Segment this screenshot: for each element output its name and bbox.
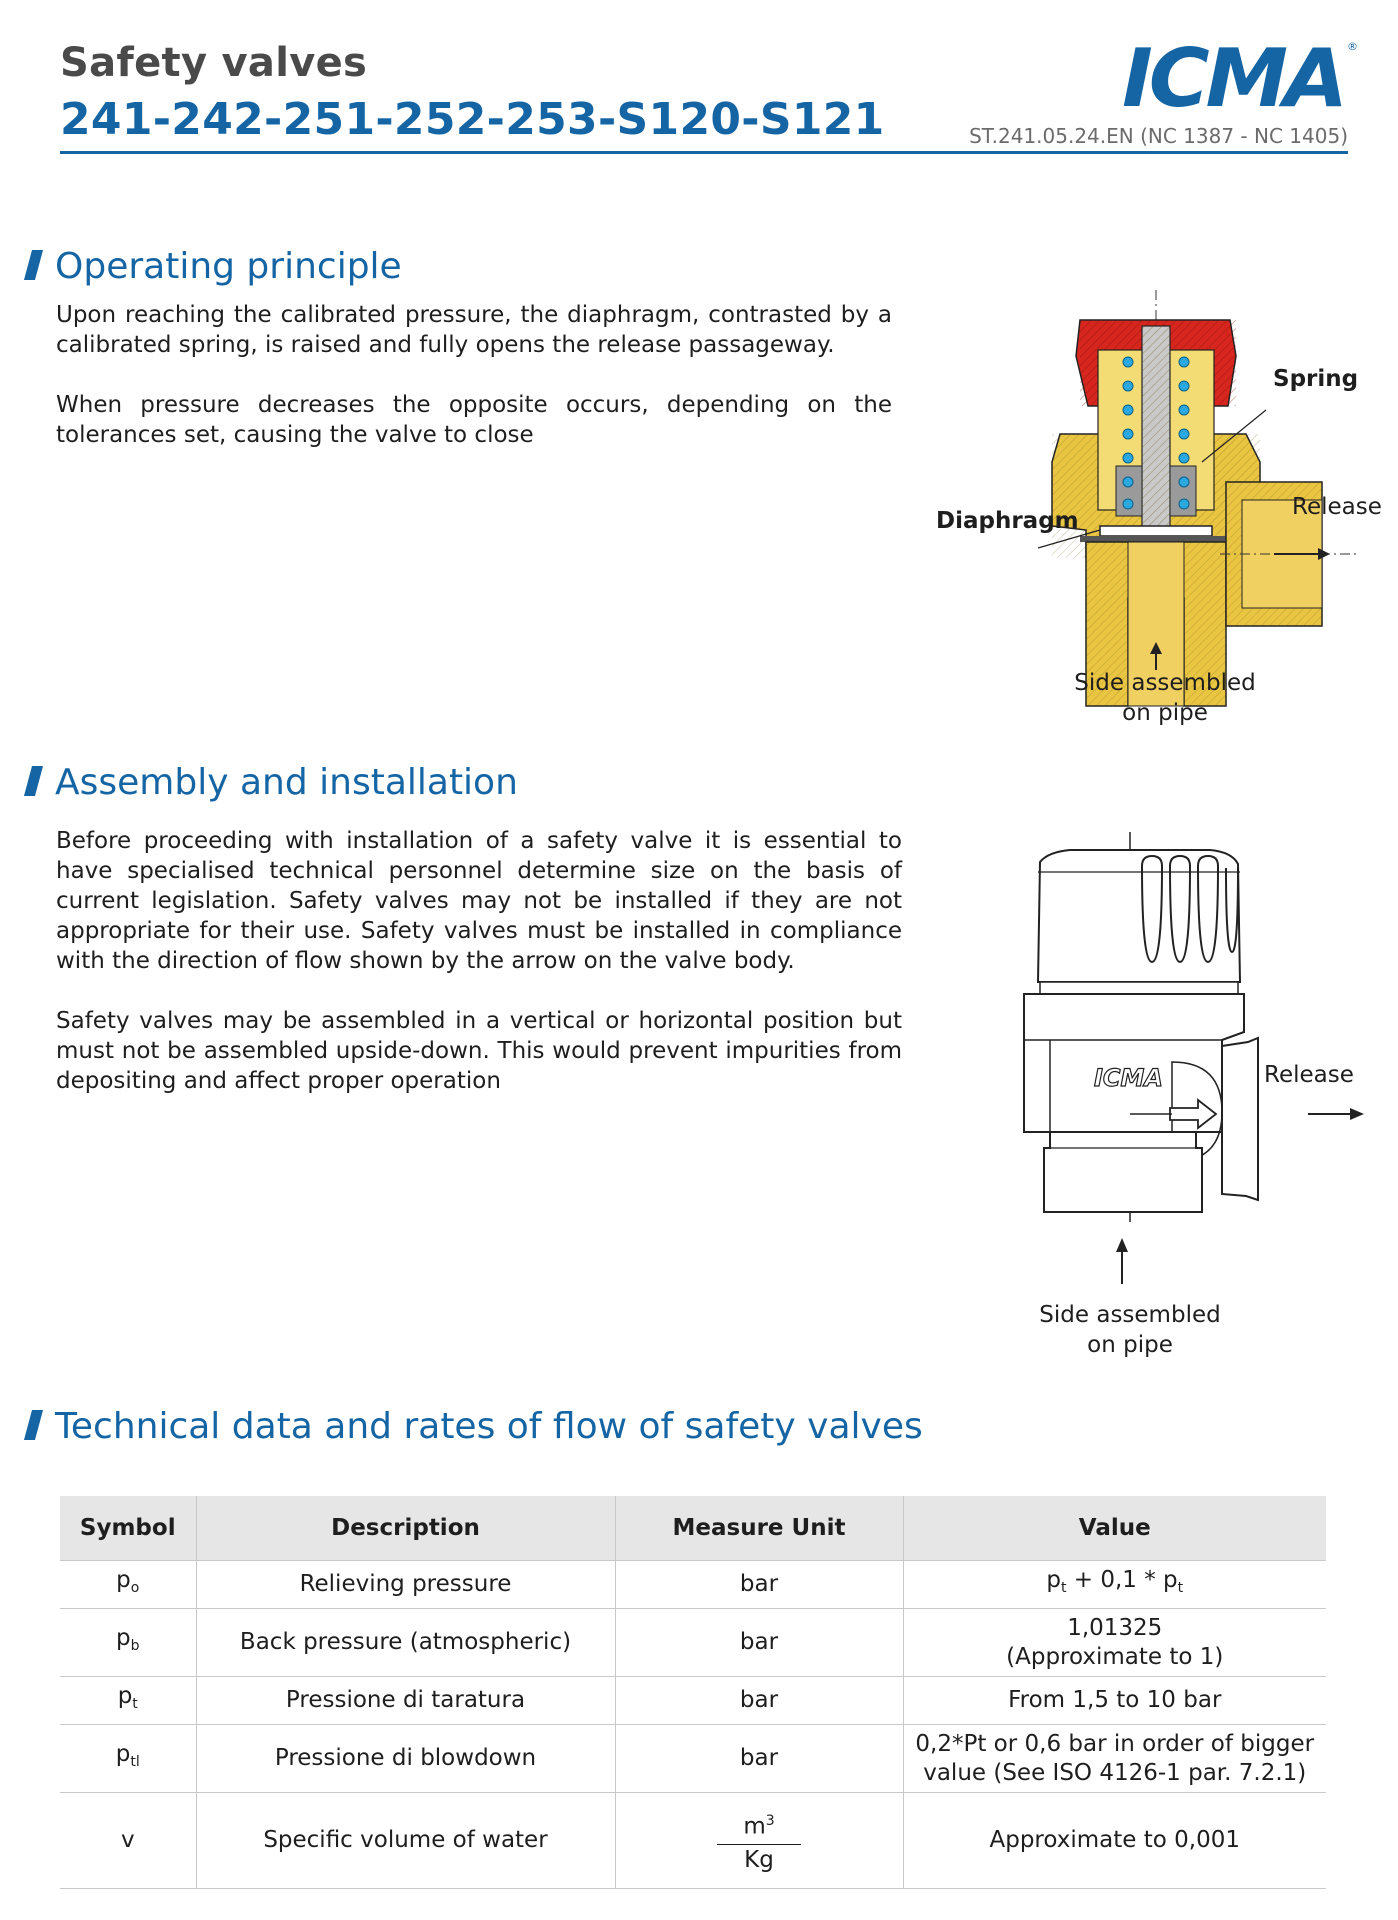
spring-label: Spring [1273, 366, 1359, 392]
inlet-arrow-icon [1116, 1238, 1128, 1252]
icma-logo [1118, 34, 1358, 116]
symbol-cell: $p_{tl}$ [60, 1725, 196, 1793]
release-arrow-icon [1350, 1108, 1364, 1120]
unit-cell [615, 1793, 903, 1889]
inlet-fitting-outline [1044, 1132, 1202, 1212]
unit-cell: bar [615, 1725, 903, 1793]
symbol-cell: $p_b$ [60, 1609, 196, 1677]
assembly-paragraph-1: Before proceeding with installation of a safety valve it is essential to have specialised technical personnel determine size on the basis of current legislation. Safety valves may not be installed if they are not appropriate for their use. Safety valves must be installed in compliance with the direction of flow shown by the arrow on the valve body. [56, 828, 902, 974]
page-title: Safety valves [60, 40, 368, 86]
description-cell: Specific volume of water [196, 1793, 615, 1889]
symbol-cell: $p_o$ [60, 1561, 196, 1609]
registered-mark: ® [1347, 40, 1358, 53]
description-cell: Pressione di taratura [196, 1677, 615, 1725]
technical-data-table [60, 1496, 1326, 1889]
release-arrow-icon [1318, 548, 1330, 560]
symbol-cell: $p_t$ [60, 1677, 196, 1725]
side-assembled-label: Side assembled on pipe [1074, 670, 1256, 726]
value-cell: $p_t + 0,1 * p_t$ [903, 1561, 1326, 1609]
operating-paragraph-1: Upon reaching the calibrated pressure, the diaphragm, contrasted by a calibrated spring, is raised and fully opens the release passageway. [56, 302, 892, 358]
section-heading-technical-data: Technical data and rates of flow of safety valves [28, 1406, 923, 1447]
operating-paragraph-2: When pressure decreases the opposite occurs, depending on the tolerances set, causing the valve to close [56, 392, 892, 448]
description-cell: Back pressure (atmospheric) [196, 1609, 615, 1677]
table-row [60, 1677, 1326, 1725]
unit-cell: bar [615, 1677, 903, 1725]
section-marker-icon [24, 250, 43, 280]
diaphragm-label: Diaphragm [936, 508, 1079, 534]
side-outlet-outline [1222, 1038, 1258, 1200]
table-row [60, 1561, 1326, 1609]
column-header-unit: Measure Unit [615, 1496, 903, 1561]
model-numbers: 241-242-251-252-253-S120-S121 [60, 94, 885, 145]
table-header-row [60, 1496, 1326, 1561]
description-cell: Relieving pressure [196, 1561, 615, 1609]
table-row [60, 1609, 1326, 1677]
column-header-description: Description [196, 1496, 615, 1561]
value-cell: From 1,5 to 10 bar [903, 1677, 1326, 1725]
section-heading-assembly: Assembly and installation [28, 762, 518, 803]
diaphragm [1100, 526, 1212, 536]
header-divider [60, 151, 1348, 154]
brand-wordmark: ICMA [1122, 34, 1344, 116]
table-row [60, 1725, 1326, 1793]
side-assembled-label-2: Side assembled on pipe [1039, 1302, 1221, 1358]
table-row [60, 1793, 1326, 1889]
value-cell: 1,01325 (Approximate to 1) [903, 1609, 1326, 1677]
body-logo: ICMA [1094, 1064, 1163, 1092]
unit-cell: bar [615, 1561, 903, 1609]
section-marker-icon [24, 1410, 43, 1440]
document-code: ST.241.05.24.EN (NC 1387 - NC 1405) [969, 124, 1348, 148]
value-cell: Approximate to 0,001 [903, 1793, 1326, 1889]
unit-fraction: $\frac{m^3}{Kg}$ [717, 1806, 800, 1875]
value-cell: 0,2*Pt or 0,6 bar in order of bigger value (See ISO 4126-1 par. 7.2.1) [903, 1725, 1326, 1793]
column-header-value: Value [903, 1496, 1326, 1561]
assembly-paragraph-2: Safety valves may be assembled in a vertical or horizontal position but must not be assembled upside-down. This would prevent impurities from depositing and affect proper operation [56, 1008, 902, 1094]
valve-outline-diagram [990, 832, 1380, 1372]
section-marker-icon [24, 766, 43, 796]
symbol-cell: v [60, 1793, 196, 1889]
section-heading-operating-principle: Operating principle [28, 246, 402, 287]
release-label-2: Release [1264, 1062, 1354, 1088]
release-label: Release [1292, 494, 1382, 520]
column-header-symbol: Symbol [60, 1496, 196, 1561]
description-cell: Pressione di blowdown [196, 1725, 615, 1793]
unit-cell: bar [615, 1609, 903, 1677]
